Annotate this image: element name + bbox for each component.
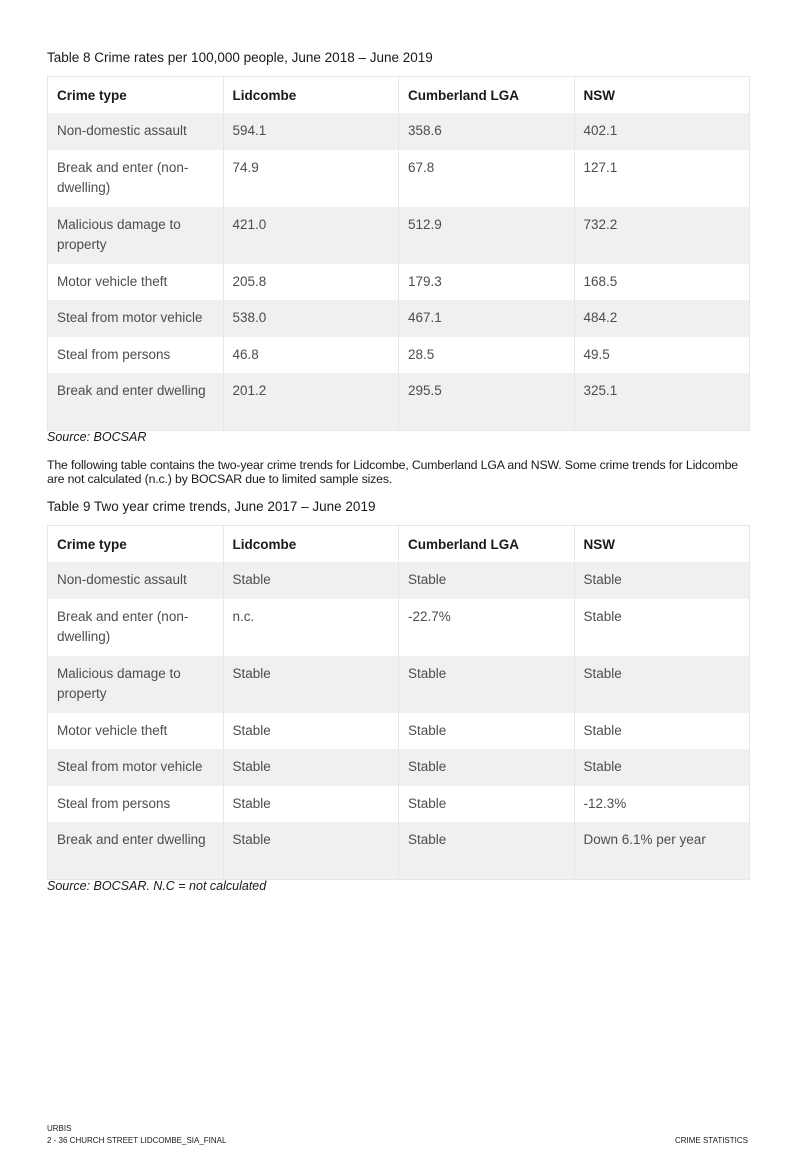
lidcombe-cell: 201.2 bbox=[223, 373, 399, 431]
nsw-cell: Stable bbox=[574, 656, 750, 713]
cumberland-cell: 295.5 bbox=[399, 373, 575, 431]
nsw-cell: 49.5 bbox=[574, 337, 750, 374]
cumberland-cell: Stable bbox=[399, 656, 575, 713]
intro-paragraph: The following table contains the two-year crime trends for Lidcombe, Cumberland LGA and NSW. Some crime trends for Lidcombe are not calculated (n.c.) by BOCSAR due to limited sample sizes. bbox=[47, 458, 738, 486]
crime-type-cell: Non-domestic assault bbox=[48, 562, 224, 599]
cumberland-cell: 512.9 bbox=[399, 207, 575, 264]
footer-document-name: 2 - 36 CHURCH STREET LIDCOMBE_SIA_FINAL bbox=[47, 1136, 227, 1145]
nsw-cell: 127.1 bbox=[574, 150, 750, 207]
lidcombe-cell: 421.0 bbox=[223, 207, 399, 264]
table-row bbox=[48, 373, 750, 431]
table-row bbox=[48, 150, 750, 207]
nsw-cell: Stable bbox=[574, 749, 750, 786]
column-header-lidcombe: Lidcombe bbox=[223, 77, 399, 114]
table-header-row bbox=[48, 526, 750, 563]
column-header-cumberland-lga: Cumberland LGA bbox=[399, 526, 575, 563]
crime-type-cell: Break and enter dwelling bbox=[48, 822, 224, 880]
crime-type-cell: Non-domestic assault bbox=[48, 113, 224, 150]
nsw-cell: 402.1 bbox=[574, 113, 750, 150]
crime-type-cell: Steal from persons bbox=[48, 786, 224, 823]
lidcombe-cell: Stable bbox=[223, 822, 399, 880]
table-9-source: Source: BOCSAR. N.C = not calculated bbox=[47, 879, 267, 893]
lidcombe-cell: Stable bbox=[223, 749, 399, 786]
column-header-cumberland-lga: Cumberland LGA bbox=[399, 77, 575, 114]
nsw-cell: 732.2 bbox=[574, 207, 750, 264]
crime-type-cell: Steal from motor vehicle bbox=[48, 300, 224, 337]
table-row bbox=[48, 599, 750, 656]
page-footer-left bbox=[47, 1123, 226, 1147]
crime-type-cell: Motor vehicle theft bbox=[48, 264, 224, 301]
crime-type-cell: Malicious damage to property bbox=[48, 207, 224, 264]
crime-type-cell: Break and enter (non-dwelling) bbox=[48, 150, 224, 207]
lidcombe-cell: Stable bbox=[223, 713, 399, 750]
lidcombe-cell: n.c. bbox=[223, 599, 399, 656]
lidcombe-cell: 538.0 bbox=[223, 300, 399, 337]
lidcombe-cell: Stable bbox=[223, 656, 399, 713]
cumberland-cell: 28.5 bbox=[399, 337, 575, 374]
table-row bbox=[48, 113, 750, 150]
table-row bbox=[48, 822, 750, 880]
nsw-cell: Stable bbox=[574, 713, 750, 750]
nsw-cell: Down 6.1% per year bbox=[574, 822, 750, 880]
cumberland-cell: Stable bbox=[399, 562, 575, 599]
cumberland-cell: -22.7% bbox=[399, 599, 575, 656]
cumberland-cell: 467.1 bbox=[399, 300, 575, 337]
cumberland-cell: Stable bbox=[399, 786, 575, 823]
nsw-cell: Stable bbox=[574, 599, 750, 656]
crime-trends-table bbox=[47, 525, 750, 880]
crime-type-cell: Motor vehicle theft bbox=[48, 713, 224, 750]
column-header-nsw: NSW bbox=[574, 526, 750, 563]
cumberland-cell: Stable bbox=[399, 822, 575, 880]
table-8-caption: Table 8 Crime rates per 100,000 people, June 2018 – June 2019 bbox=[47, 50, 433, 65]
cumberland-cell: Stable bbox=[399, 749, 575, 786]
cumberland-cell: 67.8 bbox=[399, 150, 575, 207]
lidcombe-cell: Stable bbox=[223, 786, 399, 823]
cumberland-cell: Stable bbox=[399, 713, 575, 750]
crime-rates-table bbox=[47, 76, 750, 431]
column-header-crime-type: Crime type bbox=[48, 526, 224, 563]
cumberland-cell: 179.3 bbox=[399, 264, 575, 301]
crime-type-cell: Steal from persons bbox=[48, 337, 224, 374]
column-header-lidcombe: Lidcombe bbox=[223, 526, 399, 563]
nsw-cell: Stable bbox=[574, 562, 750, 599]
table-row bbox=[48, 300, 750, 337]
crime-type-cell: Malicious damage to property bbox=[48, 656, 224, 713]
footer-section-name: CRIME STATISTICS bbox=[674, 1136, 748, 1145]
table-row bbox=[48, 749, 750, 786]
table-row bbox=[48, 207, 750, 264]
crime-type-cell: Steal from motor vehicle bbox=[48, 749, 224, 786]
footer-company-name: URBIS bbox=[47, 1124, 72, 1133]
table-row bbox=[48, 656, 750, 713]
table-row bbox=[48, 786, 750, 823]
cumberland-cell: 358.6 bbox=[399, 113, 575, 150]
nsw-cell: 325.1 bbox=[574, 373, 750, 431]
table-9-caption: Table 9 Two year crime trends, June 2017 – June 2019 bbox=[47, 499, 376, 514]
nsw-cell: 484.2 bbox=[574, 300, 750, 337]
crime-type-cell: Break and enter dwelling bbox=[48, 373, 224, 431]
crime-type-cell: Break and enter (non-dwelling) bbox=[48, 599, 224, 656]
table-row bbox=[48, 337, 750, 374]
lidcombe-cell: 594.1 bbox=[223, 113, 399, 150]
lidcombe-cell: 46.8 bbox=[223, 337, 399, 374]
table-row bbox=[48, 562, 750, 599]
lidcombe-cell: 205.8 bbox=[223, 264, 399, 301]
column-header-crime-type: Crime type bbox=[48, 77, 224, 114]
nsw-cell: -12.3% bbox=[574, 786, 750, 823]
table-row bbox=[48, 713, 750, 750]
column-header-nsw: NSW bbox=[574, 77, 750, 114]
nsw-cell: 168.5 bbox=[574, 264, 750, 301]
table-row bbox=[48, 264, 750, 301]
table-header-row bbox=[48, 77, 750, 114]
lidcombe-cell: 74.9 bbox=[223, 150, 399, 207]
lidcombe-cell: Stable bbox=[223, 562, 399, 599]
table-8-source: Source: BOCSAR bbox=[47, 430, 147, 444]
